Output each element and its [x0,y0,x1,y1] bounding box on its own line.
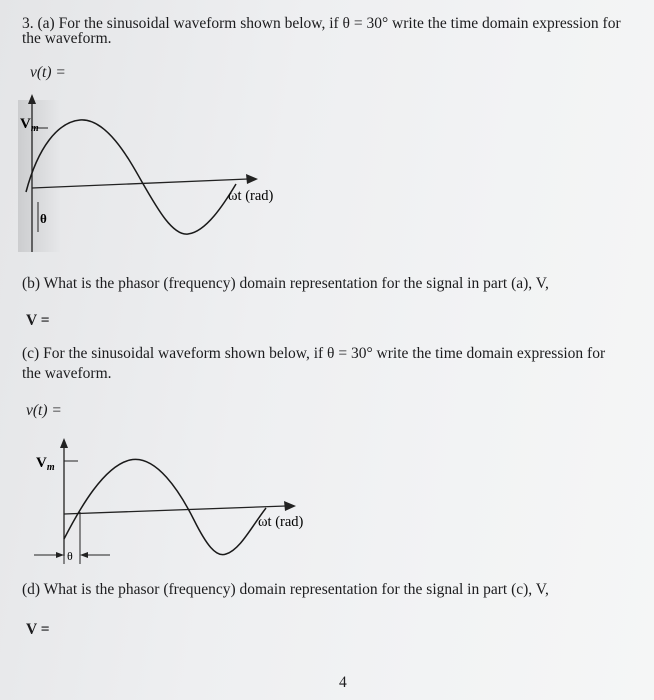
graph-c-theta-arrowhead-left [56,552,64,558]
graph-c-horizontal-axis [64,506,286,514]
graph-c [30,436,330,576]
graph-c-vertical-arrow [60,438,68,448]
graph-a-horizontal-arrow [246,174,258,184]
graph-c-axis-label: ωt (rad) [258,514,304,530]
graph-a-vertical-arrow [28,94,36,104]
graph-c-angle-label: θ [67,549,73,563]
part-a-answer-label: v(t) = [30,64,66,81]
graph-a [18,92,318,262]
part-b-question: (b) What is the phasor (frequency) domain representation for the signal in part (a), V, [22,275,549,292]
part-d-question: (d) What is the phasor (frequency) domain representation for the signal in part (c), V, [22,581,549,598]
graph-a-horizontal-axis [32,179,248,188]
part-a-question-line1: 3. (a) For the sinusoidal waveform shown below, if θ = 30° write the time domain expression for [22,15,621,32]
part-a-question-line2: the waveform. [22,30,112,47]
page-number: 4 [339,674,347,691]
graph-c-horizontal-arrow [284,501,296,511]
part-b-answer-label: V = [26,312,50,329]
graph-c-waveform [64,459,266,554]
graph-a-axis-label: ωt (rad) [228,188,274,204]
part-d-answer-label: V = [26,621,50,638]
part-c-answer-label: v(t) = [26,402,62,419]
graph-a-amplitude-label: $V_m$ [20,116,39,134]
graph-a-angle-label: θ [40,211,47,226]
graph-c-amplitude-label: $V_m$ [36,455,55,473]
part-c-question-line1: (c) For the sinusoidal waveform shown below, if θ = 30° write the time domain expression for [22,345,606,362]
graph-c-theta-arrowhead-right [80,552,88,558]
part-c-question-line2: the waveform. [22,365,112,382]
